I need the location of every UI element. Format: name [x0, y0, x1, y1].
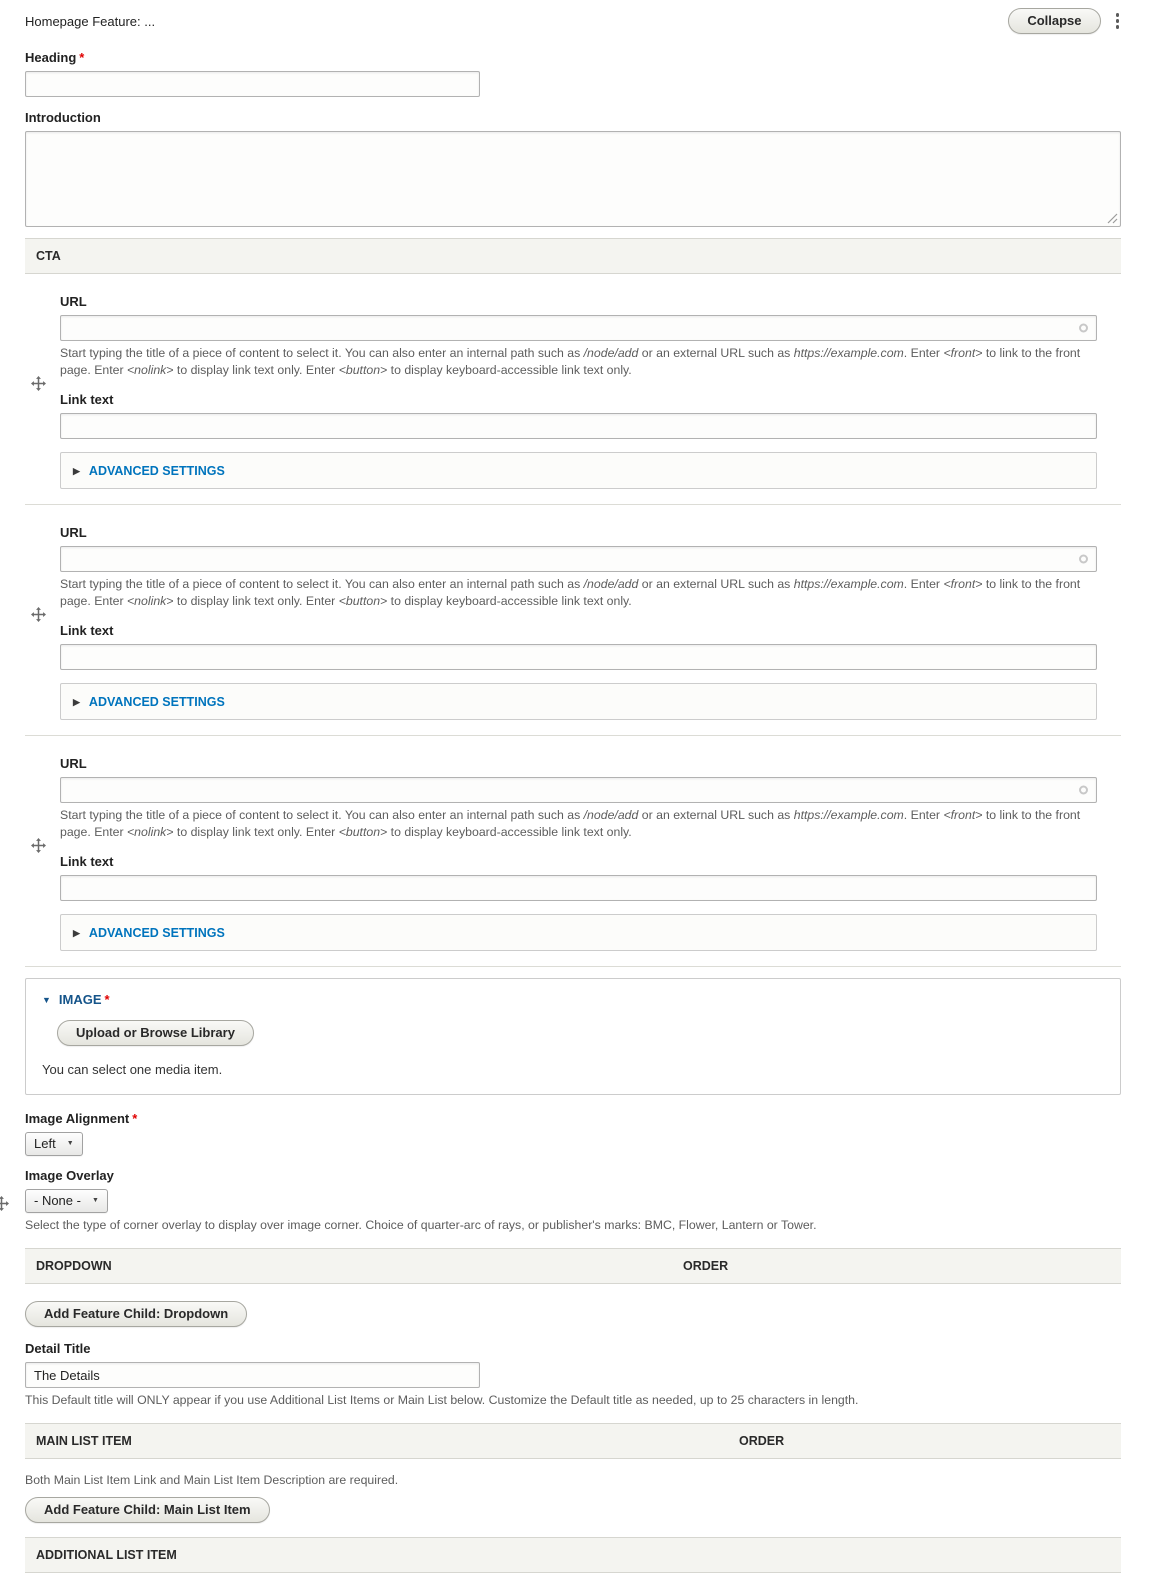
- paragraph-actions: [1008, 8, 1121, 34]
- url-label: URL: [60, 525, 87, 540]
- introduction-field-group: [25, 110, 1121, 227]
- paragraph-header: [25, 8, 1121, 34]
- order-column-header: ORDER: [683, 1259, 729, 1273]
- cta-item: [25, 274, 1121, 505]
- autocomplete-ring-icon: [1079, 555, 1088, 564]
- advanced-settings-summary[interactable]: ▶ ADVANCED SETTINGS: [73, 695, 225, 709]
- link-text-input[interactable]: [60, 875, 1097, 901]
- url-input[interactable]: [60, 546, 1097, 572]
- autocomplete-ring-icon: [1079, 324, 1088, 333]
- autocomplete-ring-icon: [1079, 786, 1088, 795]
- kebab-menu-icon[interactable]: [1114, 11, 1122, 31]
- link-text-input[interactable]: [60, 413, 1097, 439]
- upload-or-browse-button[interactable]: Upload or Browse Library: [57, 1020, 254, 1046]
- triangle-down-icon: ▼: [42, 995, 51, 1005]
- url-help-text: Start typing the title of a piece of content to select it. You can also enter an internal path such as /node/add or an external URL such as https://example.com. Enter <front> to link to the front page. Enter <nolink> to display link text only. Enter <button> to display keyboard-accessible link text only.: [60, 808, 1081, 839]
- additional-list-table-header: ADDITIONAL LIST ITEM: [25, 1537, 1121, 1573]
- image-overlay-label: Image Overlay: [25, 1168, 114, 1183]
- triangle-right-icon: ▶: [73, 466, 80, 476]
- url-help-text: Start typing the title of a piece of content to select it. You can also enter an internal path such as /node/add or an external URL such as https://example.com. Enter <front> to link to the front page. Enter <nolink> to display link text only. Enter <button> to display keyboard-accessible link text only.: [60, 577, 1081, 608]
- advanced-settings-summary[interactable]: ▶ ADVANCED SETTINGS: [73, 926, 225, 940]
- required-asterisk: *: [104, 992, 110, 1007]
- heading-label: Heading *: [25, 50, 85, 65]
- image-overlay-group: [25, 1168, 1121, 1234]
- cta-item: [25, 736, 1121, 967]
- image-fieldset-summary[interactable]: ▼ IMAGE *: [42, 992, 110, 1007]
- url-input[interactable]: [60, 777, 1097, 803]
- dropdown-table: [25, 1248, 1121, 1284]
- image-alignment-select[interactable]: Left ▼: [25, 1132, 83, 1156]
- order-column-header: ORDER: [739, 1434, 785, 1448]
- link-text-input[interactable]: [60, 644, 1097, 670]
- chevron-down-icon: ▼: [66, 1140, 74, 1147]
- link-text-label: Link text: [60, 623, 114, 638]
- required-asterisk: *: [79, 50, 85, 65]
- link-text-label: Link text: [60, 392, 114, 407]
- main-list-column-header: MAIN LIST ITEM: [36, 1434, 132, 1448]
- detail-title-input[interactable]: [25, 1362, 480, 1388]
- drag-handle-icon[interactable]: [0, 1196, 9, 1211]
- image-fieldset: [25, 978, 1121, 1095]
- url-input[interactable]: [60, 315, 1097, 341]
- image-alignment-label: Image Alignment *: [25, 1111, 138, 1126]
- resize-grip-icon[interactable]: [1107, 213, 1118, 224]
- required-asterisk: *: [132, 1111, 138, 1126]
- advanced-settings-details: [60, 683, 1097, 720]
- triangle-right-icon: ▶: [73, 928, 80, 938]
- main-list-table: [25, 1423, 1121, 1459]
- advanced-settings-details: [60, 452, 1097, 489]
- paragraph-title: Homepage Feature: ...: [25, 13, 156, 29]
- add-main-list-item-button[interactable]: Add Feature Child: Main List Item: [25, 1497, 270, 1523]
- collapse-button[interactable]: Collapse: [1008, 8, 1100, 34]
- image-overlay-select[interactable]: - None - ▼: [25, 1189, 108, 1213]
- detail-title-help: This Default title will ONLY appear if you use Additional List Items or Main List below. Customize the Default title as needed, up to 25 characters in length.: [25, 1393, 859, 1407]
- drag-handle-icon[interactable]: [31, 376, 46, 391]
- cta-section: [25, 238, 1121, 967]
- introduction-label: Introduction: [25, 110, 101, 125]
- main-list-table-header: [25, 1423, 1121, 1459]
- heading-input[interactable]: [25, 71, 480, 97]
- dropdown-table-header: [25, 1248, 1121, 1284]
- detail-title-group: [25, 1341, 1121, 1409]
- media-select-note: You can select one media item.: [42, 1062, 223, 1077]
- dropdown-column-header: DROPDOWN: [36, 1259, 112, 1273]
- drag-handle-icon[interactable]: [31, 838, 46, 853]
- cta-item: [25, 505, 1121, 736]
- detail-title-label: Detail Title: [25, 1341, 91, 1356]
- additional-list-table: [25, 1537, 1121, 1573]
- chevron-down-icon: ▼: [91, 1197, 99, 1204]
- introduction-textarea[interactable]: [25, 131, 1121, 227]
- image-overlay-help: Select the type of corner overlay to display over image corner. Choice of quarter-arc of rays, or publisher's marks: BMC, Flower, Lantern or Tower.: [25, 1218, 817, 1232]
- url-help-text: Start typing the title of a piece of content to select it. You can also enter an internal path such as /node/add or an external URL such as https://example.com. Enter <front> to link to the front page. Enter <nolink> to display link text only. Enter <button> to display keyboard-accessible link text only.: [60, 346, 1081, 377]
- drag-handle-icon[interactable]: [31, 607, 46, 622]
- cta-section-header: CTA: [25, 238, 1121, 274]
- advanced-settings-summary[interactable]: ▶ ADVANCED SETTINGS: [73, 464, 225, 478]
- url-label: URL: [60, 294, 87, 309]
- main-list-required-note: Both Main List Item Link and Main List Item Description are required.: [25, 1473, 399, 1487]
- triangle-right-icon: ▶: [73, 697, 80, 707]
- advanced-settings-details: [60, 914, 1097, 951]
- image-alignment-group: [25, 1111, 1121, 1156]
- add-dropdown-button[interactable]: Add Feature Child: Dropdown: [25, 1301, 247, 1327]
- url-label: URL: [60, 756, 87, 771]
- link-text-label: Link text: [60, 854, 114, 869]
- heading-field-group: [25, 50, 1121, 97]
